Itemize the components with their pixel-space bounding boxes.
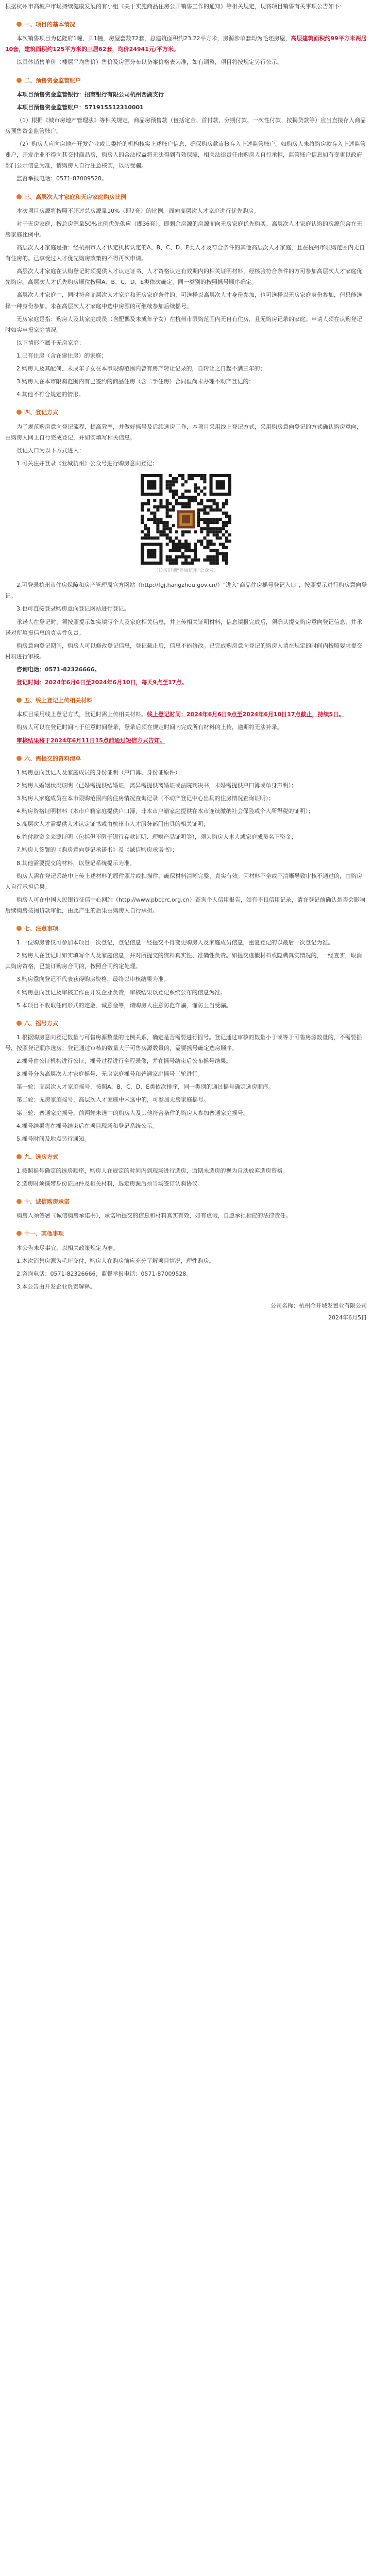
s5-p3: 审核结果将于2024年6月11日15点前通过短信方式告知。	[16, 737, 165, 744]
s3-p8: 1.已有住房（含在建住房）的家庭；	[16, 352, 107, 359]
s1-p2: 以具体销售单价（楼层平均售价）售价及房源分布以备案价格表为准，如有调整，项目将按规定另行公示。	[16, 59, 283, 66]
s3-p6: 无房家庭是指：购房人及其家庭成员（含配偶及未成年子女）在杭州市限购范围内无自有住房，且无购房记录的家庭。申请人须在认购登记时如实申报家庭情况。	[5, 315, 362, 333]
s9-p1: 1.按照摇号确定的选房顺序，购房人在规定的时间内到现场进行选房，逾期未选房的视为自动放弃选房资格。	[16, 1167, 289, 1175]
section-9-title: 九、选房方式	[5, 1151, 367, 1162]
bullet-icon	[16, 698, 22, 703]
s6-p4: 4.购房资格证明材料（本市户籍家庭提供户口簿，非本市户籍家庭提供在本市连续缴纳社会保险或个人所得税的证明）；	[16, 808, 314, 815]
spacer	[5, 1294, 367, 1299]
s10-p1: 购房人须签署《诚信购房承诺书》，承诺所提交的信息和材料真实有效，如有虚假，自愿承担相应的法律责任。	[16, 1212, 292, 1219]
s4-p2: 登记入口为以下方式进入：	[16, 447, 84, 454]
s11-p1: 本公告未尽事宜，以相关政策规定为准。	[16, 1244, 119, 1251]
company-name: 公司名称：杭州金开城发置业有限公司	[270, 1302, 367, 1309]
bullet-icon	[16, 22, 22, 27]
s8-p2: 2.摇号由公证机构进行公证，摇号过程进行全程录像，并在摇号结束后公布摇号结果。	[16, 1058, 232, 1065]
section-8-title: 八、摇号方式	[5, 1018, 367, 1029]
s11-p2: 1.本次销售房源为毛坯交付，购房人在购房前应充分了解项目情况，理性购房。	[16, 1257, 215, 1264]
s7-p3: 3.购房意向登记不代表获得购房资格，最终以审核结果为准。	[16, 976, 170, 983]
s4-p4: 2.可登录杭州市住房保障和房产管理局官方网站（http://fgj.hangzhou.gov.cn/）"进入"商品住房摇号登记入口"，按照提示进行购房意向登记。	[5, 582, 367, 600]
s3-p4: 高层次人才家庭在认购登记时须提供人才认定证书、人才资格认定有效期内的相关证明材料，经核验符合条件的方可参加高层次人才家庭优先购房。高层次人才优先购房顺位按照A、B、C、D、E类依次确定，同一类别的按照摇号顺序确定。	[5, 268, 362, 286]
bank-name: 本项目预售资金监管银行：招商银行有限公司杭州西湖支行	[16, 91, 164, 98]
s11-p3: 2.咨询电话：0571-82326666；监督举报电话：0571-87009528。	[16, 1270, 192, 1277]
s6-p8: 8.其他需要提交的材料，以登记系统提示为准。	[16, 859, 136, 867]
s4-p6: 承诺人在登记时，须按照提示如实填写个人及家庭相关信息，并上传相关证明材料，信息填报完成后，须确认提交购房意向登记信息，并承诺对所填报信息的真实性负责。	[5, 618, 362, 636]
section-7-title: 七、注意事项	[5, 923, 367, 934]
s3-p7: 以下情形不属于无房家庭：	[16, 339, 84, 346]
s3-p11: 4.其他不符合规定的情形。	[16, 391, 84, 398]
s6-p1: 1.购房意向登记人及家庭成员的身份证明（户口簿、身份证原件）；	[16, 769, 183, 776]
s2-p2: （2）购房人应向房地产开发企业或其委托的机构核实上述账户信息，确保购房款直接存入上述监管账户。如购房人未将购房款存入上述监管账户，开发企业不得向其交付商品房，购房人的合法权益将无法得到有效保障，相关法律责任由购房人自行承担，监管账户信息如有变更以政府部门公示信息为准，请购房人自行注意核实，以防受骗。	[5, 141, 366, 170]
s5-p2: 购房人可以在登记时间内于任意时间登录，登录后须在规定时间内完成所有材料的上传，逾期将无法补录。	[16, 724, 283, 731]
s6-p6: 6.首付款资金来源证明（包括但不限于银行存款证明、理财产品证明等），须为购房人本人或家庭成员名下资金；	[16, 834, 297, 841]
s8-p1: 1.根据购房意向登记数量与可售房源数量的比例关系，确定是否需要进行摇号。登记通过审核的数量小于或等于可售房源数量的，不需要摇号，按照登记顺序选房；登记通过审核的数量大于可售房源数量的，需要摇号确定选房顺序。	[5, 1033, 362, 1052]
s7-p4: 4.购房意向登记及审核工作由开发企业负责，审核结果以登记系统公布的信息为准。	[16, 989, 226, 996]
s11-p4: 3.本公告由开发企业负责解释。	[16, 1283, 96, 1290]
s3-p10: 3.购房人在本市限购范围内有已签约的商品住房（含二手住房）合同但尚未办理不动产登记的；	[16, 378, 255, 385]
s4-p5: 3.也可直接登录购房意向登记网站进行登记。	[16, 605, 130, 613]
section-4-title: 四、登记方式	[5, 407, 367, 418]
s4-p7: 购房意向登记期间，购房人可以修改登记信息，登记截止后，信息不能修改。已完成购房意向登记的购房人请在规定的时间内按照要求提交材料进行审核。	[5, 642, 362, 660]
s3-p9: 2.购房人及其配偶、未成年子女在本市限购范围内曾有房产转让记录的，自转让之日起不满三年的；	[16, 365, 266, 372]
sign-date: 2024年6月5日	[328, 1314, 367, 1321]
qr-code-icon[interactable]	[141, 474, 231, 565]
s6-p7: 7.购房人签署的《购房意向登记承诺书》及《诚信购房承诺书》；	[16, 846, 178, 854]
bullet-icon	[16, 78, 22, 83]
section-6-title: 六、需提交的资料清单	[5, 753, 367, 764]
s7-p5: 5.本项目不收取任何形式的定金、诚意金等，请购房人注意防范诈骗，谨防上当受骗。	[16, 1002, 232, 1009]
s3-p2: 对于无房家庭，按总房源量50%比例优先供应（即36套），即剩余房源的房源面向无房家庭优先购买。高层次人才家庭认购的房源包含在无房家庭比例中。	[5, 220, 362, 238]
consult-phone: 咨询电话：0571-82326666。	[16, 666, 100, 673]
intro-paragraph: 根据杭州市高坡户市场持续健康发展的有小组《关于实施商品住房公开销售工作的通知》等相关规定，现将项目销售有关事项公告如下：	[5, 3, 345, 10]
s6-p9: 购房人需在登记系统中上传上述材料的原件照片或扫描件，确保材料清晰完整、真实有效。因材料不全或不清晰导致审核不通过的，由购房人自行承担后果。	[5, 872, 362, 890]
section-2-title: 二、预售资金监管账户	[5, 75, 367, 86]
section-5-title: 五、线上登记上传相关材料	[5, 695, 367, 706]
s8-p8: 5.摇号时间及地点另行通知。	[16, 1135, 90, 1142]
s3-p5: 高层次人才家庭中，同时符合高层次人才家庭和无房家庭条件的，可选择以高层次人才身份参加，也可选择以无房家庭身份参加，但只能选择一种身份参加。未在高层次人才家庭中选中房源的可继续参加后续摇号。	[5, 292, 362, 310]
s1-p1: 本次销售项目为亿隆府1幢，共1幢，房屋套数72套，总建筑面积约23.22平方米，房源涉单套均为毛坯房屋，高层建筑面积约99平方米两居10套，建筑面积约125平方米的三居62套，均价24941元/平方米。	[5, 35, 367, 53]
bullet-icon	[16, 756, 22, 761]
s5-p1: 本项目采用线上登记方式，登记时需上传相关材料。线上登记时间：2024年6月6日9点至2024年6月10日17点截止，持续5日。	[16, 711, 345, 718]
s4-p3: 1.可关注并登录《亚城杭州》公众号进行购房意向登记；	[16, 460, 158, 467]
section-1-title: 一、项目的基本情况	[5, 19, 367, 30]
s8-p7: 4.摇号结果将在摇号结束后在项目现场和登记系统公示。	[16, 1122, 158, 1129]
bullet-icon	[16, 1021, 22, 1026]
qr-caption: （长按识别"亚城杭州"公众号）	[154, 568, 218, 573]
account-number: 本项目预售资金监管账户：571915512310001	[16, 104, 144, 111]
bullet-icon	[16, 1199, 22, 1204]
s3-p3: 高层次人才家庭是指：经杭州市人才认定机构认定的A、B、C、D、E类人才及符合条件的其他高层次人才家庭，且在杭州市限购范围内无自有住房的。已享受过人才优先购房政策的不得再次申请。	[5, 244, 365, 262]
s6-p2: 2.购房人婚姻状况证明（已婚需提供结婚证，离异需提供离婚证或法院判决书，未婚需提供户口簿或单身声明）；	[16, 782, 297, 789]
section-10-title: 十、诚信购房承诺	[5, 1196, 367, 1207]
qr-code-block	[5, 474, 367, 565]
s8-p4: 第一轮：高层次人才家庭摇号，按照A、B、C、D、E类依次排序，同一类别的通过摇号确定选房顺序。	[16, 1083, 275, 1091]
bullet-icon	[16, 194, 22, 199]
bullet-icon	[16, 926, 22, 931]
section-3-title: 三、高层次人才家庭和无房家庭购房比例	[5, 192, 367, 202]
bullet-icon	[16, 410, 22, 415]
s6-p3: 3.购房人家庭成员在本市限购范围内的住房情况查询记录（不动产登记中心出具的住房情况查询证明）；	[16, 794, 274, 802]
s8-p5: 第二轮：无房家庭摇号，高层次人才家庭中未选中的，可参加无房家庭摇号。	[16, 1096, 209, 1104]
bullet-icon	[16, 1231, 22, 1236]
s4-p1: 为了规范购房意向登记流程，提高效率，并做好摇号及后续选房工作，本项目采用线上登记方式，采用购房意向登记的方式确认购房意向，由购房人网上自行完成登记，并如实填写相关信息。	[5, 423, 362, 441]
bullet-icon	[16, 1154, 22, 1159]
s2-p1: （1）根据《城市房地产管理法》等相关规定，商品房预售款（包括定金、首付款、分期付款、一次性付款、按揭贷款等）应当直接存入商品房预售资金监管账户。	[5, 116, 366, 134]
registration-time: 登记时间：2024年6月6日至2024年6月10日，每天9点至17点。	[16, 679, 188, 686]
s7-p2: 2.购房人在登记时如实填写个人及家庭信息，并对所提交的资料真实性、准确性负责。如提交虚假材料或隐瞒真实情况的，一经查实，取消其购房资格，已签订购房合同的，按照合同约定处理。	[5, 952, 362, 970]
s6-p10: 购房人可在中国人民银行征信中心网站（http://www.pbccrc.org.cn）查询个人信用报告，如有不良信用记录，请在登记前确认是否会影响后续购房按揭贷款审批，由此产生的后果由购房人自行承担。	[5, 896, 365, 914]
s7-p1: 1.一位购房者仅可参加本项目一次登记，登记信息一经提交不得变更购房人及家庭成员信息，重复登记的以最后一次登记为准。	[16, 939, 334, 946]
s6-p5: 5.高层次人才需提供人才认定证书或由杭州市人才服务部门出具的相关证明；	[16, 821, 209, 828]
s2-p3: 监督举报电话：0571-87009528。	[16, 175, 107, 182]
section-11-title: 十一、其他事项	[5, 1228, 367, 1239]
s9-p2: 2.选房时须携带身份证原件及相关材料，选定房源后须当场签订认购协议。	[16, 1180, 204, 1188]
s8-p6: 第三轮：普通家庭摇号，前两轮未选中的购房人及其他符合条件的购房人参加普通家庭摇号。	[16, 1109, 249, 1116]
s8-p3: 3.摇号分为高层次人才家庭摇号、无房家庭摇号和普通家庭摇号三轮进行。	[16, 1071, 204, 1078]
s3-p1: 本次项目房源将按照不超过总房源量10%（即7套）的比例，面向高层次人才家庭进行优先购房。	[16, 207, 260, 214]
